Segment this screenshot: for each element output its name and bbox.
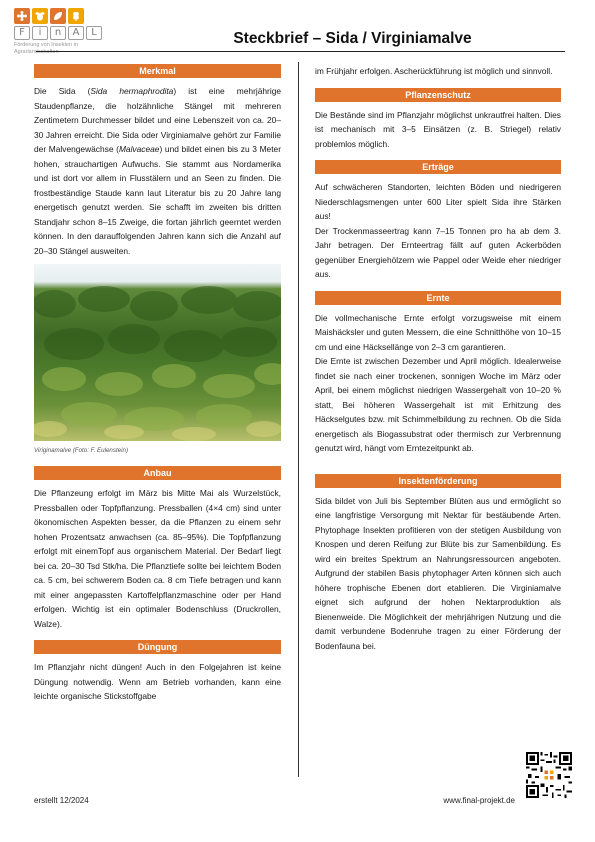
pflanzenschutz-text: Die Bestände sind im Pflanzjahr möglichst unkrautfrei halten. Dies ist mechanisch mit 3–5 Einsätzen (z. B. Striegel) relativ problemlos möglich. bbox=[315, 109, 561, 149]
logo-letter: A bbox=[68, 26, 84, 40]
sida-photo bbox=[34, 264, 281, 441]
flower-icon bbox=[14, 8, 30, 24]
ertraege-text-1: Auf schwächeren Standorten, leichten Böden und niedrigeren Niederschlagsmengen unter 600 Liter spielt Sida ihre Stärken aus! bbox=[315, 182, 561, 221]
ernte-text-2: Die Ernte ist zwischen Dezember und April möglich. Idealerweise findet sie nach einer trockenen, sonnigen Woche im März oder April, bei einem möglichst niedrigen Wassergehalt von 10–20 % statt, Bei höheren Wassergehalt ist mit Erhitzung des Häckselgutes bzw. mit Schimmelbildung zu rechnen. Ob die Sida energetisch als Biogassubstrat oder thermisch zur Verbrennung genutzt wird, hängt vom Erntezeitpunkt ab. bbox=[315, 356, 561, 453]
merkmal-text-part: ) ist eine mehrjährige Staudenpflanze, die holzähnliche Stängel mit mehreren Zentimetern Durchmesser bildet und eine Lebenszeit von ca. 20–30 Jahren erreicht. Die Sida oder Virginiamalve gehört zur Familie der Malvengewächse ( bbox=[34, 86, 282, 154]
logo-letter: L bbox=[86, 26, 102, 40]
ernte-text-1: Die vollmechanische Ernte erfolgt vorzugsweise mit einem Maishäcksler und guten Messern, die eine Schnitthöhe von 10–15 cm und eine Häcksellänge von 2–3 cm garantieren. bbox=[315, 312, 561, 352]
section-heading-anbau: Anbau bbox=[34, 466, 281, 480]
logo-letter: F bbox=[14, 26, 30, 40]
duengung-text-continued: im Frühjahr erfolgen. Ascherückführung ist möglich und sinnvoll. bbox=[315, 66, 553, 76]
section-heading-ernte: Ernte bbox=[315, 291, 561, 305]
photo-caption: Viriginamalve (Foto: F. Eulenstein) bbox=[34, 447, 129, 454]
family-name: Malvaceae bbox=[118, 144, 160, 154]
section-heading-ertraege: Erträge bbox=[315, 160, 561, 174]
column-divider bbox=[298, 62, 299, 777]
logo-letter: n bbox=[50, 26, 66, 40]
logo-letter: i bbox=[32, 26, 48, 40]
grain-icon bbox=[68, 8, 84, 24]
insektenfoerderung-text: Sida bildet von Juli bis September Blüten aus und ermöglicht so eine langfristige Versorgung mit Nektar für bestäubende Arten. Phytophage Insekten profitieren von der stetigen Ausbildung von Knospen und deren Reifung zur Blüte bis zur Samenbildung. Es wird ein breites Spektrum an Nahrungsressourcen angeboten. Aufgrund der stabilen Basis phytophager Arten können sich auch höhere trophische Ebenen dort etablieren. Die Virginiamalve eignet sich aufgrund der hohen Nektarproduktion als Bienenweide. Die Möglichkeit der mehrjährigen Nutzung und die damit verbundene Bodenruhe tragen zu einer Förderung der Bodenfauna bei. bbox=[315, 495, 561, 651]
section-heading-insektenfoerderung: Insektenförderung bbox=[315, 474, 561, 488]
section-heading-merkmal: Merkmal bbox=[34, 64, 281, 78]
title-underline bbox=[36, 51, 565, 52]
section-heading-duengung: Düngung bbox=[34, 640, 281, 654]
logo-wordmark bbox=[14, 26, 124, 40]
ertraege-text-2: Der Trockenmasseertrag kann 7–15 Tonnen pro ha ab dem 3. Jahr betragen. Der Ernteertrag fällt auf guten Ackerböden gegenüber Energiehölzern wie Pappel oder Weide eher niedriger aus. bbox=[315, 225, 561, 279]
species-name: Sida hermaphrodita bbox=[90, 86, 174, 96]
duengung-text: Im Pflanzjahr nicht düngen! Auch in den Folgejahren ist keine Düngung notwendig. Wenn am Betrieb vorhanden, kann eine leichte organische Stickstoffgabe bbox=[34, 662, 281, 701]
left-column bbox=[34, 64, 281, 704]
final-logo bbox=[14, 8, 124, 60]
created-date: erstellt 12/2024 bbox=[34, 796, 89, 805]
merkmal-text-part: ) und bildet einen bis zu 3 Meter hohen, strauchartigen Aufwuchs. Sie stammt aus Nordamerika und ist dort vor allem in Flusstälern und an Seen zu finden. Die frostbeständige Staude kann laut Literatur bis zu 20 Jahre lang energetisch genutzt werden. Sie schafft im zweiten bis dritten Standjahr schon 8–15 Zweige, die fortan jährlich geerntet werden können. In den darauffolgenden Jahren kann sich die Anzahl auf 20–30 Stängel ausweiten. bbox=[34, 144, 281, 256]
right-column bbox=[315, 64, 561, 653]
section-heading-pflanzenschutz: Pflanzenschutz bbox=[315, 88, 561, 102]
website-link[interactable]: www.final-projekt.de bbox=[443, 796, 515, 805]
qr-code[interactable] bbox=[526, 752, 572, 798]
anbau-text: Die Pflanzeung erfolgt im März bis Mitte Mai als Wurzelstück, Pressballen oder Topfpflanzung. Pressballen (4×4 cm) sind unter ökonomischen Aspekten besser, da die Pflanzen zu einem sehr hohen Prozentsatz anwachsen (ca. 85–95%). Die Topfpflanzung erfolgt mit einemTopf aus organischem Material. Der Bedarf liegt bei ca. 20–30 Tsd Stk/ha. Die Pflanztiefe sollte bei leichtem Boden ca. 5 cm, bei schwerem Boden ca. 8 cm Tiefe betragen und kann mit einer angepassten Kartoffelpflanzmaschine oder per Hand erfolgen. Wichtig ist ein optimaler Bodenschluss (Druckrollen, Walze). bbox=[34, 488, 281, 629]
logo-subtitle: Förderung von Insekten in Agrarlandschaften bbox=[14, 42, 78, 55]
merkmal-text bbox=[34, 84, 281, 258]
bee-icon bbox=[32, 8, 48, 24]
leaf-icon bbox=[50, 8, 66, 24]
page-title: Steckbrief – Sida / Virginiamalve bbox=[233, 30, 472, 47]
merkmal-text-part: Die Sida ( bbox=[34, 86, 91, 96]
